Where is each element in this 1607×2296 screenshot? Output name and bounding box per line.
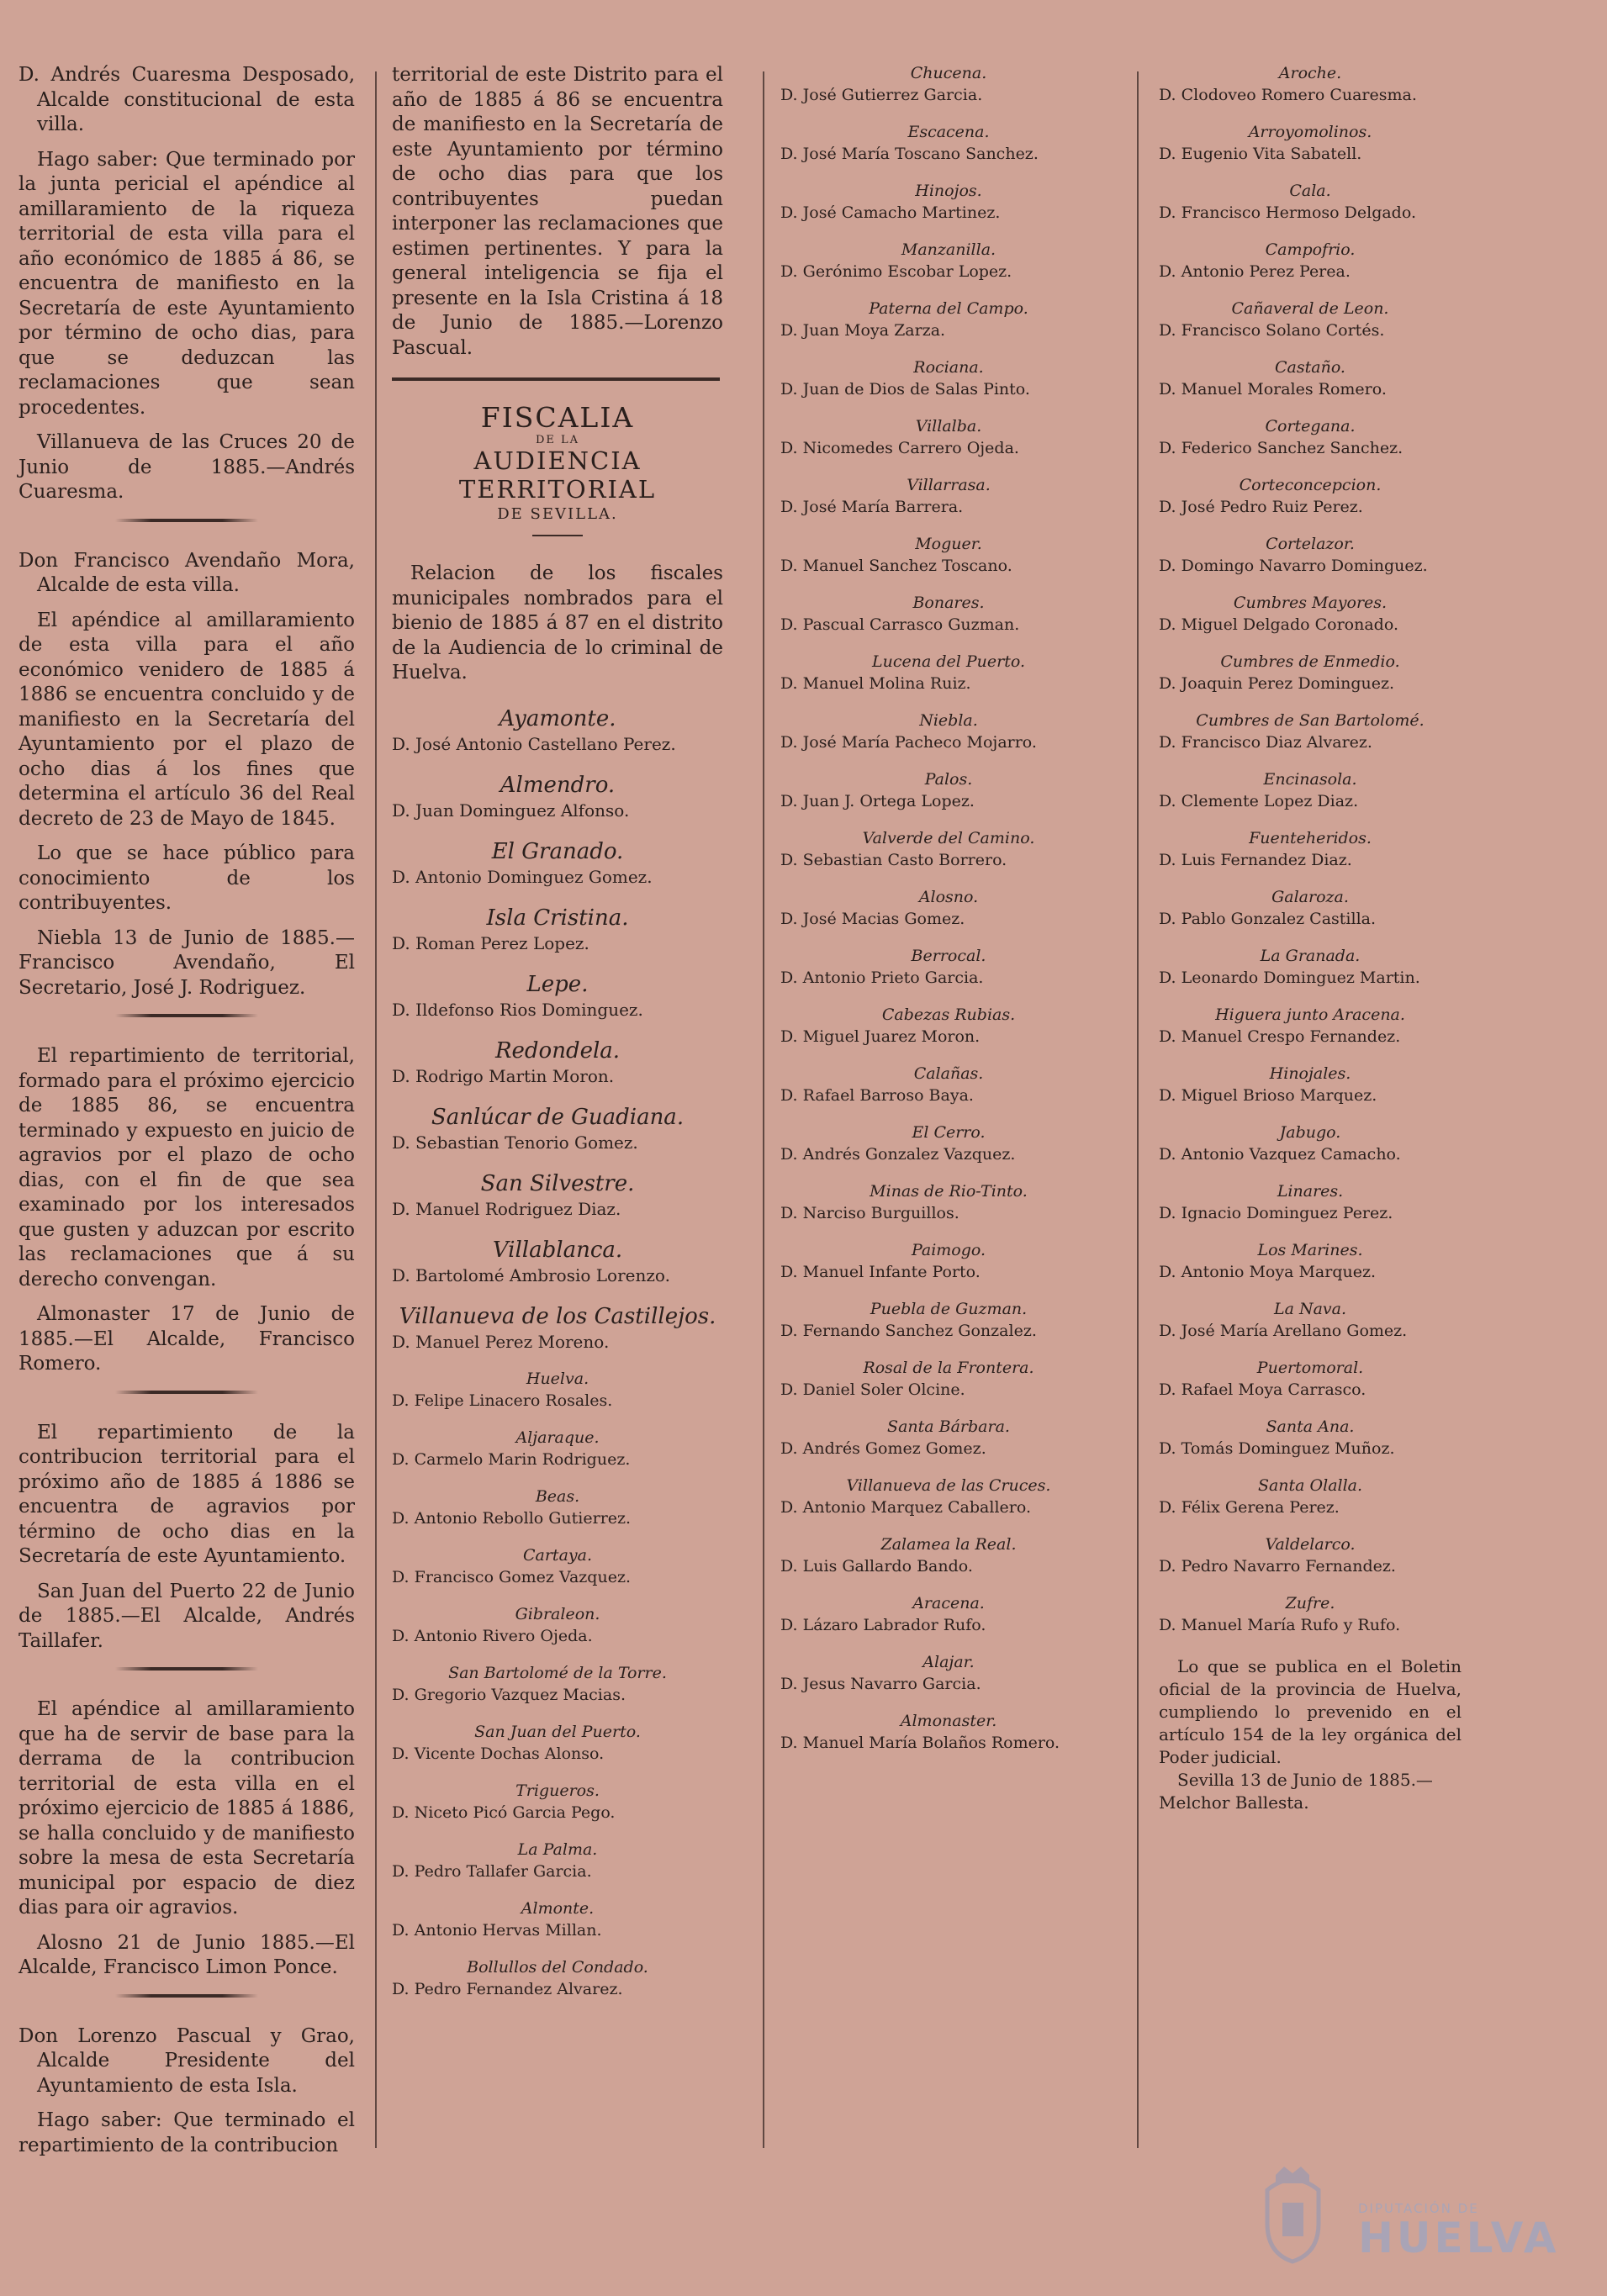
fiscal-name: D. Fernando Sanchez Gonzalez.	[780, 1322, 1037, 1340]
fiscal-name: D. Ignacio Dominguez Perez.	[1159, 1204, 1393, 1222]
fiscal-entry	[780, 1064, 1117, 1107]
fiscal-entry	[1159, 1593, 1462, 1637]
fiscal-name: D. Tomás Dominguez Muñoz.	[1159, 1439, 1395, 1458]
fiscal-entry	[1159, 1534, 1462, 1578]
notice-paragraph: Alosno 21 de Junio 1885.—El Alcalde, Francisco Limon Ponce.	[19, 1931, 355, 1978]
fiscal-entry	[1159, 357, 1462, 401]
fiscal-name: D. Juan J. Ortega Lopez.	[780, 792, 975, 810]
fiscal-entry	[780, 240, 1117, 283]
notice	[19, 1421, 355, 1655]
fiscal-name: D. Nicomedes Carrero Ojeda.	[780, 439, 1019, 457]
municipality-name: Cortelazor.	[1266, 535, 1355, 553]
fiscal-entry	[1159, 1240, 1462, 1284]
fiscal-name: D. Pablo Gonzalez Castilla.	[1159, 910, 1377, 928]
continued-notice: territorial de este Distrito para el año de 1885 á 86 se encuentra de manifiesto en la Secretaría de este Ayuntamiento por término de ocho dias para que los contribuyentes puedan interponer las reclamaciones que estimen pertinentes. Y para la general inteligencia se fija el presente en la Isla Cristina á 18 de Junio de 1885.—Lorenzo Pascual.	[392, 64, 723, 359]
notice-paragraph: El repartimiento de la contribucion territorial para el próximo año de 1885 á 1886 se encuentra de agravios por término de ocho dias en la Secretaría de este Ayuntamiento.	[19, 1421, 355, 1567]
municipality-name: Linares.	[1277, 1182, 1344, 1201]
notice	[19, 2024, 355, 2159]
fiscal-entry	[1159, 122, 1462, 166]
municipality-name: Hinojos.	[915, 182, 982, 200]
notice-paragraph: Don Lorenzo Pascual y Grao, Alcalde Presidente del Ayuntamiento de esta Isla.	[19, 2024, 355, 2097]
fiscal-name: D. José María Toscano Sanchez.	[780, 145, 1039, 163]
fiscal-entry	[780, 357, 1117, 401]
fiscal-entry	[392, 1957, 723, 2001]
municipality-name: Almonaster.	[900, 1712, 997, 1730]
short-divider	[532, 535, 583, 536]
municipality-name: Almendro.	[500, 772, 616, 798]
municipality-name: Ayamonte.	[499, 705, 616, 731]
municipality-name: Rociana.	[913, 358, 984, 377]
notice-paragraph: Lo que se hace público para conocimiento de los contribuyentes.	[19, 842, 355, 914]
municipality-name: Moguer.	[915, 535, 982, 553]
fiscal-entry	[780, 769, 1117, 813]
fiscal-name: D. Eugenio Vita Sabatell.	[1159, 145, 1362, 163]
fiscal-entry	[392, 1486, 723, 1530]
notice-paragraph: Almonaster 17 de Junio de 1885.—El Alcalde, Francisco Romero.	[19, 1303, 355, 1375]
fiscal-entry	[780, 63, 1117, 107]
notice-separator	[115, 519, 258, 522]
fiscal-entry	[1159, 1417, 1462, 1460]
fiscal-name: D. Juan Dominguez Alfonso.	[392, 800, 630, 821]
fiscal-name: D. Lázaro Labrador Rufo.	[780, 1616, 986, 1634]
municipality-name: Cabezas Rubias.	[881, 1005, 1016, 1024]
fiscal-entry	[1159, 828, 1462, 872]
municipality-name: Cortegana.	[1265, 417, 1356, 435]
municipality-name: Valverde del Camino.	[862, 829, 1035, 847]
fiscal-name: D. Daniel Soler Olcine.	[780, 1380, 965, 1399]
municipality-name: Los Marines.	[1257, 1241, 1363, 1259]
watermark-line2: HUELVA	[1358, 2214, 1560, 2262]
fiscal-entry	[1159, 181, 1462, 224]
closing-text: Lo que se publica en el Boletin oficial de la provincia de Huelva, cumpliendo lo prevenido en el artículo 154 de la ley orgánica del Poder judicial.	[1159, 1656, 1462, 1767]
municipality-name: Minas de Rio-Tinto.	[870, 1182, 1028, 1201]
fiscal-name: D. Miguel Brioso Marquez.	[1159, 1086, 1377, 1105]
notice-paragraph: San Juan del Puerto 22 de Junio de 1885.—El Alcalde, Andrés Taillafer.	[19, 1580, 355, 1652]
column-fiscal-list-4	[1159, 63, 1462, 1814]
municipality-name: Puebla de Guzman.	[870, 1300, 1028, 1318]
fiscal-entry	[780, 416, 1117, 460]
fiscal-entry	[392, 1898, 723, 1942]
fiscal-entry	[392, 1369, 723, 1412]
municipality-name: Cumbres Mayores.	[1233, 594, 1388, 612]
fiscal-entry	[392, 1428, 723, 1471]
fiscal-name: D. José María Pacheco Mojarro.	[780, 733, 1037, 752]
fiscal-list-huelva	[392, 1369, 723, 2001]
municipality-name: Escacena.	[907, 123, 990, 141]
municipality-name: Encinasola.	[1263, 770, 1357, 789]
municipality-name: Beas.	[535, 1486, 580, 1506]
notice-separator	[115, 1667, 258, 1671]
fiscal-entry	[780, 1593, 1117, 1637]
fiscal-entry	[780, 534, 1117, 578]
fiscal-entry	[780, 710, 1117, 754]
municipality-name: Bonares.	[912, 594, 985, 612]
fiscal-entry	[392, 1604, 723, 1648]
notice	[19, 63, 355, 505]
fiscal-entry	[1159, 1064, 1462, 1107]
fiscal-entry	[780, 946, 1117, 990]
fiscal-name: D. Miguel Delgado Coronado.	[1159, 615, 1398, 634]
fiscal-name: D. Gregorio Vazquez Macias.	[392, 1685, 626, 1704]
notice-paragraph: Don Francisco Avendaño Mora, Alcalde de esta villa.	[19, 549, 355, 596]
municipality-name: Aracena.	[912, 1594, 985, 1612]
fiscal-entry	[780, 1711, 1117, 1755]
municipality-name: La Palma.	[517, 1839, 598, 1859]
municipality-name: Manzanilla.	[901, 240, 996, 259]
archive-watermark	[1358, 2201, 1560, 2260]
fiscal-name: D. Andrés Gomez Gomez.	[780, 1439, 986, 1458]
notice-separator	[115, 1391, 258, 1394]
fiscal-entry	[1159, 769, 1462, 813]
fiscal-name: D. Antonio Rivero Ojeda.	[392, 1626, 593, 1645]
coat-of-arms-icon	[1257, 2165, 1329, 2266]
municipality-name: Villalba.	[915, 417, 982, 435]
fiscal-entry	[780, 1122, 1117, 1166]
fiscal-entry	[1159, 593, 1462, 636]
municipality-name: San Juan del Puerto.	[474, 1722, 641, 1741]
municipality-name: Villablanca.	[492, 1237, 623, 1263]
notice-paragraph: El repartimiento de territorial, formado para el próximo ejercicio de 1885 86, se encuentra terminado y expuesto en juicio de agravios por el plazo de ocho dias, con el fin de que sea examinado por los interesados que gusten y aduzcan por escrito las reclamaciones que á su derecho convengan.	[19, 1045, 355, 1291]
fiscal-entry	[392, 837, 723, 889]
fiscal-name: D. Antonio Vazquez Camacho.	[1159, 1145, 1401, 1164]
fiscal-name: D. Manuel María Rufo y Rufo.	[1159, 1616, 1401, 1634]
fiscal-entry	[780, 1417, 1117, 1460]
fiscal-entry	[392, 1169, 723, 1221]
fiscal-entry	[392, 1302, 723, 1354]
fiscal-name: D. Jesus Navarro Garcia.	[780, 1675, 981, 1693]
municipality-name: Lepe.	[526, 971, 589, 997]
fiscal-name: D. Joaquin Perez Dominguez.	[1159, 674, 1395, 693]
municipality-name: Santa Ana.	[1266, 1417, 1355, 1436]
municipality-name: Higuera junto Aracena.	[1215, 1005, 1405, 1024]
fiscal-name: D. Pedro Navarro Fernandez.	[1159, 1557, 1396, 1576]
column-fiscal-list-3	[780, 63, 1117, 1770]
fiscal-entry	[392, 1103, 723, 1154]
municipality-name: Chucena.	[910, 64, 987, 82]
fiscal-name: D. Juan Moya Zarza.	[780, 321, 946, 340]
municipality-name: Cañaveral de Leon.	[1231, 299, 1389, 318]
notice	[19, 1697, 355, 1981]
fiscal-entry	[1159, 1358, 1462, 1401]
fiscal-name: D. Clemente Lopez Diaz.	[1159, 792, 1359, 810]
fiscal-entry	[780, 1534, 1117, 1578]
municipality-name: Redondela.	[494, 1037, 621, 1064]
fiscal-name: D. Pascual Carrasco Guzman.	[780, 615, 1020, 634]
fiscal-name: D. Manuel Perez Moreno.	[392, 1331, 610, 1352]
fiscal-entry	[780, 298, 1117, 342]
fiscal-name: D. Antonio Marquez Caballero.	[780, 1498, 1031, 1517]
fiscal-entry	[1159, 475, 1462, 519]
fiscal-entry	[392, 1781, 723, 1824]
fiscal-entry	[1159, 652, 1462, 695]
column-rule	[1137, 71, 1139, 2148]
fiscal-name: D. Felipe Linacero Rosales.	[392, 1391, 613, 1410]
fiscal-entry	[780, 1475, 1117, 1519]
municipality-name: La Granada.	[1260, 947, 1361, 965]
municipality-name: Santa Bárbara.	[887, 1417, 1010, 1436]
fiscal-entry	[1159, 1122, 1462, 1166]
municipality-name: Corteconcepcion.	[1239, 476, 1382, 494]
fiscal-name: D. Rafael Moya Carrasco.	[1159, 1380, 1366, 1399]
municipality-name: Niebla.	[919, 711, 978, 730]
fiscal-name: D. Sebastian Tenorio Gomez.	[392, 1132, 638, 1153]
fiscal-entry	[780, 1181, 1117, 1225]
fiscal-name: D. Francisco Hermoso Delgado.	[1159, 203, 1416, 222]
fiscal-name: D. Roman Perez Lopez.	[392, 932, 589, 953]
fiscal-entry	[1159, 946, 1462, 990]
fiscal-list-aracena	[1159, 63, 1462, 1637]
municipality-name: Cartaya.	[522, 1545, 592, 1565]
fiscal-name: D. Antonio Dominguez Gomez.	[392, 866, 653, 887]
fiscal-name: D. Antonio Prieto Garcia.	[780, 969, 984, 987]
fiscal-entry	[780, 828, 1117, 872]
municipality-name: Valdelarco.	[1265, 1535, 1356, 1554]
fiscal-entry	[780, 122, 1117, 166]
municipality-name: Gibraleon.	[515, 1604, 600, 1623]
municipality-name: Rosal de la Frontera.	[863, 1359, 1034, 1377]
fiscal-entry	[1159, 416, 1462, 460]
municipality-name: El Granado.	[491, 838, 624, 864]
fiscal-entry	[392, 1663, 723, 1707]
notice-paragraph: Hago saber: Que terminado por la junta pericial el apéndice al amillaramiento de la riqueza territorial de esta villa para el año económico de 1885 á 86, se encuentra de manifiesto en la Secretaría de este Ayuntamiento por término de ocho dias, para que se deduzcan las reclamaciones que sean procedentes.	[19, 148, 355, 419]
fiscal-entry	[780, 1652, 1117, 1696]
municipality-name: Lucena del Puerto.	[872, 652, 1025, 671]
municipality-name: Paimogo.	[911, 1241, 986, 1259]
fiscal-name: D. Francisco Diaz Alvarez.	[1159, 733, 1372, 752]
fiscal-entry	[780, 1005, 1117, 1048]
municipality-name: Bollullos del Condado.	[467, 1957, 648, 1977]
municipality-name: Alajar.	[922, 1653, 975, 1671]
municipality-name: Aroche.	[1278, 64, 1342, 82]
fiscalia-title: FISCALIA	[480, 401, 635, 434]
fiscal-entry	[392, 1236, 723, 1287]
municipality-name: La Nava.	[1273, 1300, 1347, 1318]
fiscal-name: D. Francisco Gomez Vazquez.	[392, 1567, 631, 1586]
fiscal-name: D. Narciso Burguillos.	[780, 1204, 959, 1222]
notice-paragraph: Hago saber: Que terminado el repartimiento de la contribucion	[19, 2109, 355, 2156]
fiscalia-audiencia: AUDIENCIA TERRITORIAL	[458, 446, 657, 504]
fiscal-name: D. Clodoveo Romero Cuaresma.	[1159, 86, 1417, 104]
fiscal-entry	[1159, 887, 1462, 931]
municipality-name: Villanueva de los Castillejos.	[399, 1303, 716, 1329]
fiscal-name: D. Félix Gerena Perez.	[1159, 1498, 1340, 1517]
fiscal-entry	[780, 1240, 1117, 1284]
municipality-name: Castaño.	[1275, 358, 1345, 377]
municipality-name: Paterna del Campo.	[869, 299, 1028, 318]
fiscalia-de-la: DE LA	[535, 434, 580, 446]
column-municipal-notices	[19, 63, 355, 2168]
municipality-name: Isla Cristina.	[486, 905, 629, 931]
column-fiscalia	[392, 63, 723, 2016]
fiscal-entry	[780, 475, 1117, 519]
fiscal-name: D. Carmelo Marin Rodriguez.	[392, 1449, 631, 1469]
municipality-name: Almonte.	[521, 1898, 595, 1918]
fiscal-name: D. Niceto Picó Garcia Pego.	[392, 1802, 616, 1822]
municipality-name: Jabugo.	[1279, 1123, 1341, 1142]
fiscal-name: D. Juan de Dios de Salas Pinto.	[780, 380, 1030, 399]
fiscalia-sevilla: DE SEVILLA.	[497, 505, 618, 523]
municipality-name: Cumbres de Enmedio.	[1220, 652, 1400, 671]
fiscal-entry	[1159, 1181, 1462, 1225]
fiscal-name: D. Vicente Dochas Alonso.	[392, 1744, 605, 1763]
fiscal-entry	[1159, 1005, 1462, 1048]
column-rule	[375, 71, 377, 2148]
municipality-name: Hinojales.	[1269, 1064, 1351, 1083]
fiscal-name: D. Sebastian Casto Borrero.	[780, 851, 1007, 869]
fiscalia-intro: Relacion de los fiscales municipales nombrados para el bienio de 1885 á 87 en el distrito de la Audiencia de lo criminal de Huelva.	[392, 562, 723, 684]
municipality-name: Palos.	[924, 770, 973, 789]
fiscal-name: D. Luis Fernandez Diaz.	[1159, 851, 1352, 869]
watermark-line1: DIPUTACIÓN DE	[1358, 2201, 1479, 2216]
fiscal-name: D. Manuel Sanchez Toscano.	[780, 557, 1012, 575]
municipality-name: Puertomoral.	[1256, 1359, 1364, 1377]
fiscal-entry	[780, 1299, 1117, 1343]
fiscal-entry	[1159, 63, 1462, 107]
fiscal-name: D. Francisco Solano Cortés.	[1159, 321, 1385, 340]
fiscal-name: D. Gerónimo Escobar Lopez.	[780, 262, 1012, 281]
fiscal-entry	[392, 1722, 723, 1766]
fiscal-entry	[392, 970, 723, 1021]
fiscal-entry	[1159, 710, 1462, 754]
fiscal-name: D. Manuel Molina Ruiz.	[780, 674, 971, 693]
fiscal-entry	[780, 593, 1117, 636]
municipality-name: Santa Olalla.	[1257, 1476, 1363, 1495]
municipality-name: Sanlúcar de Guadiana.	[431, 1104, 685, 1130]
fiscal-name: D. Manuel Morales Romero.	[1159, 380, 1387, 399]
notice-paragraph: El apéndice al amillaramiento de esta villa para el año económico venidero de 1885 á 1886 se encuentra concluido y de manifiesto en la Secretaría del Ayuntamiento por el plazo de ocho dias á los fines que determina el artículo 36 del Real decreto de 23 de Mayo de 1845.	[19, 609, 355, 830]
fiscal-name: D. Miguel Juarez Moron.	[780, 1027, 981, 1046]
notice	[19, 549, 355, 1001]
fiscal-entry	[392, 771, 723, 822]
municipality-name: Cumbres de San Bartolomé.	[1196, 711, 1425, 730]
notice-paragraph: El apéndice al amillaramiento que ha de servir de base para la derrama de la contribucion territorial de esta villa en el próximo ejercicio de 1885 á 1886, se halla concluido y de manifiesto sobre la mesa de esta Secretaría municipal por espacio de diez dias para oir agravios.	[19, 1698, 355, 1919]
fiscal-name: D. Domingo Navarro Dominguez.	[1159, 557, 1428, 575]
notice	[19, 1044, 355, 1377]
fiscal-entry	[780, 887, 1117, 931]
notice-separator	[115, 1994, 258, 1998]
municipality-name: Zalamea la Real.	[880, 1535, 1017, 1554]
notice-paragraph: Niebla 13 de Junio de 1885.—Francisco Avendaño, El Secretario, José J. Rodriguez.	[19, 926, 355, 999]
fiscal-name: D. José Macias Gomez.	[780, 910, 965, 928]
fiscal-entry	[392, 904, 723, 955]
municipality-name: Zufre.	[1285, 1594, 1335, 1612]
fiscal-name: D. Leonardo Dominguez Martin.	[1159, 969, 1420, 987]
fiscal-entry	[392, 1545, 723, 1589]
fiscal-entry	[1159, 1475, 1462, 1519]
fiscal-name: D. Rafael Barroso Baya.	[780, 1086, 974, 1105]
fiscal-name: D. Federico Sanchez Sanchez.	[1159, 439, 1403, 457]
fiscal-name: D. Pedro Tallafer Garcia.	[392, 1861, 592, 1881]
fiscal-name: D. José Gutierrez Garcia.	[780, 86, 983, 104]
fiscal-list-ayamonte	[392, 705, 723, 1354]
municipality-name: Villarrasa.	[907, 476, 991, 494]
municipality-name: Huelva.	[526, 1369, 589, 1388]
fiscal-name: D. José Pedro Ruiz Perez.	[1159, 498, 1363, 516]
fiscal-entry	[392, 1839, 723, 1883]
fiscal-name: D. Ildefonso Rios Dominguez.	[392, 999, 643, 1020]
municipality-name: Alosno.	[918, 888, 979, 906]
notice-separator	[115, 1014, 258, 1017]
fiscal-entry	[1159, 240, 1462, 283]
municipality-name: El Cerro.	[912, 1123, 986, 1142]
municipality-name: Arroyomolinos.	[1248, 123, 1372, 141]
notice-paragraph: Villanueva de las Cruces 20 de Junio de 1885.—Andrés Cuaresma.	[19, 431, 355, 503]
municipality-name: Galaroza.	[1271, 888, 1349, 906]
fiscal-name: D. Andrés Gonzalez Vazquez.	[780, 1145, 1016, 1164]
fiscal-name: D. Manuel Infante Porto.	[780, 1263, 981, 1281]
fiscal-name: D. Manuel María Bolaños Romero.	[780, 1734, 1060, 1752]
fiscal-entry	[392, 705, 723, 756]
fiscal-name: D. Manuel Crespo Fernandez.	[1159, 1027, 1401, 1046]
fiscal-name: D. Antonio Perez Perea.	[1159, 262, 1351, 281]
fiscal-entry	[780, 652, 1117, 695]
municipality-name: Cala.	[1289, 182, 1331, 200]
municipality-name: Aljaraque.	[515, 1428, 600, 1447]
fiscal-entry	[780, 1358, 1117, 1401]
fiscal-entry	[1159, 1299, 1462, 1343]
fiscal-name: D. Luis Gallardo Bando.	[780, 1557, 973, 1576]
fiscal-entry	[1159, 534, 1462, 578]
municipality-name: Fuenteheridos.	[1249, 829, 1372, 847]
fiscal-name: D. José María Arellano Gomez.	[1159, 1322, 1408, 1340]
fiscal-name: D. Antonio Moya Marquez.	[1159, 1263, 1377, 1281]
fiscal-entry	[780, 181, 1117, 224]
fiscal-name: D. Rodrigo Martin Moron.	[392, 1065, 615, 1086]
fiscal-name: D. José Antonio Castellano Perez.	[392, 733, 676, 754]
municipality-name: Villanueva de las Cruces.	[846, 1476, 1051, 1495]
fiscal-name: D. Manuel Rodriguez Diaz.	[392, 1198, 621, 1219]
fiscal-name: D. José Camacho Martinez.	[780, 203, 1001, 222]
fiscal-entry	[1159, 298, 1462, 342]
municipality-name: Calañas.	[913, 1064, 984, 1083]
fiscal-name: D. Bartolomé Ambrosio Lorenzo.	[392, 1264, 670, 1285]
municipality-name: Trigueros.	[515, 1781, 600, 1800]
fiscal-name: D. Antonio Hervas Millan.	[392, 1920, 602, 1940]
municipality-name: Berrocal.	[911, 947, 986, 965]
fiscal-name: D. Pedro Fernandez Alvarez.	[392, 1979, 623, 1998]
fiscal-entry	[392, 1037, 723, 1088]
column-rule	[763, 71, 764, 2148]
municipality-name: San Bartolomé de la Torre.	[448, 1663, 667, 1682]
fiscal-name: D. José María Barrera.	[780, 498, 964, 516]
municipality-name: San Silvestre.	[480, 1170, 635, 1196]
notice-paragraph: D. Andrés Cuaresma Desposado, Alcalde constitucional de esta villa.	[19, 64, 355, 135]
municipality-name: Campofrio.	[1265, 240, 1356, 259]
section-divider	[392, 377, 720, 381]
fiscal-name: D. Antonio Rebollo Gutierrez.	[392, 1508, 632, 1528]
signature: Sevilla 13 de Junio de 1885.—Melchor Ballesta.	[1159, 1770, 1433, 1813]
